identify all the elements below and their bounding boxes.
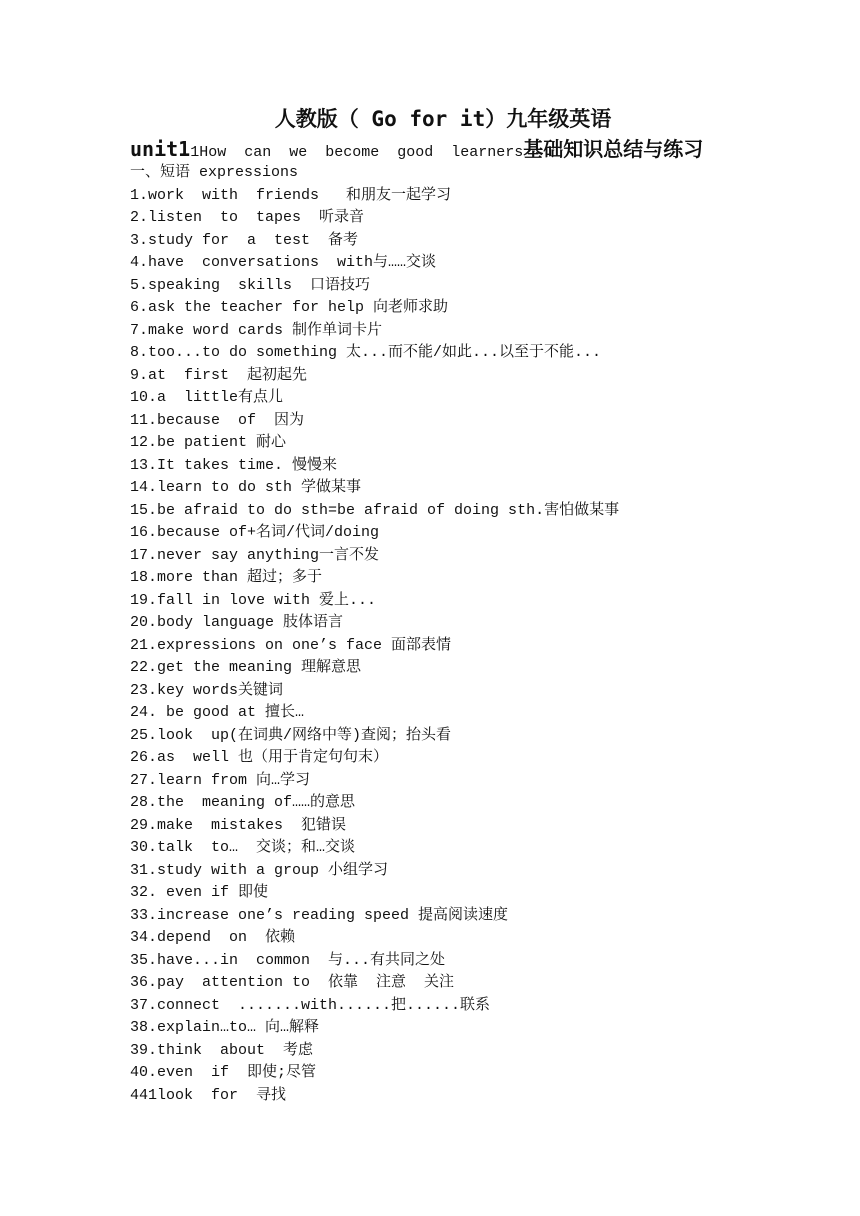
list-item: 29.make mistakes 犯错误 [130,816,347,834]
list-item: 40.even if 即使;尽管 [130,1064,317,1081]
list-item: 3.study for a test 备考 [130,231,359,249]
list-item: 14.learn to do sth 学做某事 [130,479,362,496]
section-heading: 一、短语 expressions [130,164,299,181]
list-item: 22.get the meaning 理解意思 [130,659,362,676]
list-item: 26.as well 也（用于肯定句句末） [130,749,389,766]
list-item: 36.pay attention to 依靠 注意 关注 [130,974,455,991]
list-item: 2.listen to tapes 听录音 [130,209,365,226]
list-item: 32. even if 即使 [130,884,269,901]
list-item: 10.a little有点儿 [130,389,284,406]
list-item: 33.increase one’s reading speed 提高阅读速度 [130,906,509,924]
list-item: 21.expressions on one’s face 面部表情 [130,636,452,654]
list-item: 8.too...to do something 太...而不能/如此...以至于不能... [130,344,602,361]
list-item: 28.the meaning of……的意思 [130,794,356,811]
list-item: 5.speaking skills 口语技巧 [130,276,371,294]
list-item: 24. be good at 擅长… [130,704,305,721]
list-item: 9.at first 起初起先 [130,366,308,384]
expression-list [130,185,619,1108]
list-item: 25.look up(在词典/网络中等)查阅；抬头看 [130,726,452,744]
list-item: 20.body language 肢体语言 [130,614,344,631]
list-item: 1.work with friends 和朋友一起学习 [130,186,452,204]
list-item: 38.explain…to… 向…解释 [130,1019,320,1036]
list-item: 12.be patient 耐心 [130,434,287,451]
unit-question: 1How can we become good learners [190,144,524,161]
list-item: 18.more than 超过；多于 [130,569,323,586]
list-item: 27.learn from 向…学习 [130,771,311,789]
list-item: 39.think about 考虑 [130,1041,314,1059]
unit-label: unit1 [130,137,191,161]
list-item: 30.talk to… 交谈；和…交谈 [130,839,356,856]
list-item: 31.study with a group 小组学习 [130,861,389,879]
list-item: 35.have...in common 与...有共同之处 [130,951,446,969]
list-item: 19.fall in love with 爱上... [130,591,377,609]
document-title: 人教版（ Go for it）九年级英语 [274,107,612,131]
list-item: 15.be afraid to do sth=be afraid of doing sth.害怕做某事 [130,501,620,519]
list-item: 6.ask the teacher for help 向老师求助 [130,299,449,316]
list-item: 16.because of+名词/代词/doing [130,524,380,541]
list-item: 23.key words关键词 [130,681,284,699]
list-item: 441look for 寻找 [130,1086,287,1104]
list-item: 7.make word cards 制作单词卡片 [130,321,383,339]
list-item: 37.connect .......with......把......联系 [130,996,491,1014]
list-item: 4.have conversations with与……交谈 [130,254,437,271]
list-item: 11.because of 因为 [130,411,305,429]
list-item: 13.It takes time. 慢慢来 [130,456,338,474]
list-item: 34.depend on 依赖 [130,929,296,946]
subtitle-suffix: 基础知识总结与练习 [523,137,704,161]
list-item: 17.never say anything一言不发 [130,546,380,564]
